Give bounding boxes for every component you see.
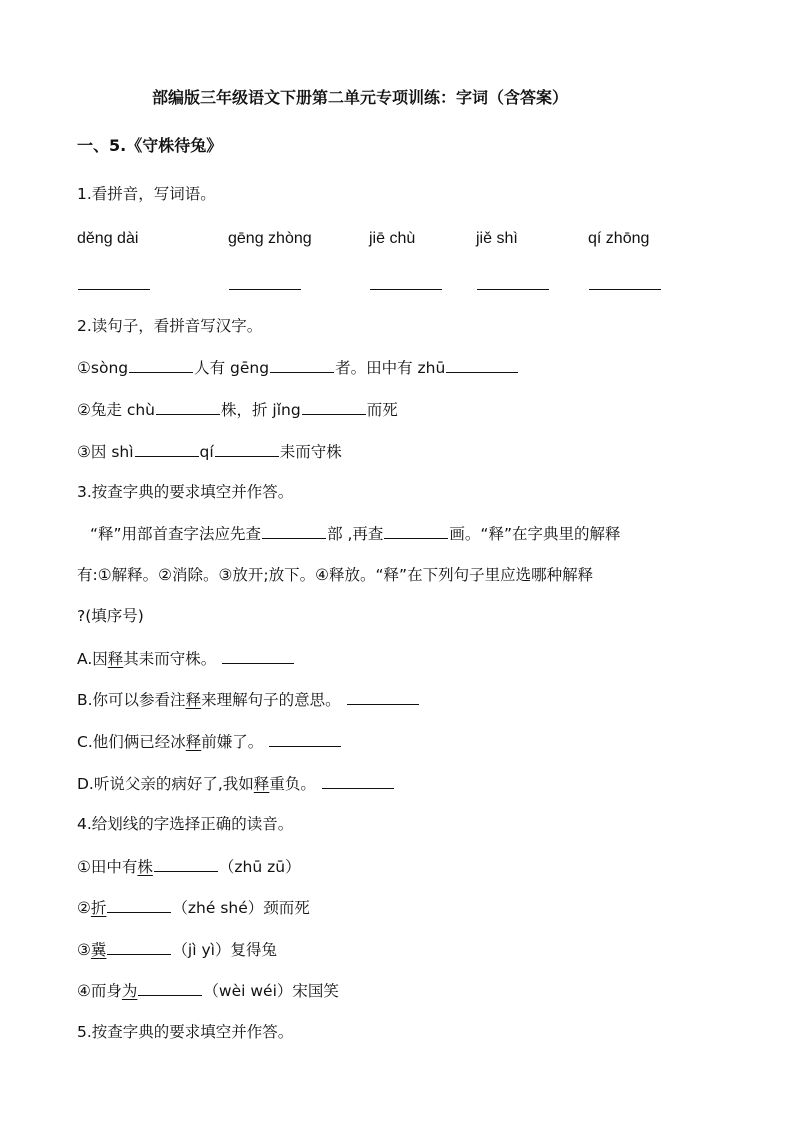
- q3-b-underlined: 释: [185, 691, 202, 709]
- q5-prompt: 5.按查字典的要求填空并作答。: [77, 1023, 294, 1041]
- q4-r2-underlined: 折: [90, 899, 107, 917]
- q3-d-text: D.听说父亲的病好了,我如: [77, 775, 254, 793]
- q2-line3-part-b: qí: [199, 443, 214, 461]
- q3-p1-a: “释”用部首查字法应先查: [90, 525, 262, 543]
- q4-r4-blank[interactable]: [138, 980, 202, 996]
- q2-blank[interactable]: [129, 357, 193, 373]
- q2-line3-part-a: ③因 shì: [77, 443, 134, 461]
- q4-prompt: 4.给划线的字选择正确的读音。: [77, 815, 294, 833]
- q2-line3-part-c: 耒而守株: [279, 443, 342, 461]
- q3-c-text: C.他们俩已经冰: [77, 733, 186, 751]
- q3-b-text: B.你可以参看注: [77, 691, 186, 709]
- q2-blank[interactable]: [215, 441, 279, 457]
- q2-blank[interactable]: [156, 399, 220, 415]
- q3-a-underlined: 释: [107, 650, 124, 668]
- q3-c-underlined: 释: [185, 733, 202, 751]
- q2-line-3: [77, 441, 342, 462]
- q3-p1-c: 画。“释”在字典里的解释: [449, 525, 621, 543]
- q3-d-blank[interactable]: [322, 773, 394, 789]
- q3-b-text-end: 来理解句子的意思。: [201, 691, 341, 709]
- q3-paragraph-3: ?(填序号): [77, 607, 144, 625]
- q1-pinyin-2: gēng zhòng: [228, 230, 312, 247]
- q3-prompt: 3.按查字典的要求填空并作答。: [77, 483, 294, 501]
- q2-line2-part-b: 株，折 jǐng: [221, 401, 301, 419]
- q2-blank[interactable]: [446, 357, 518, 373]
- q3-c-text-end: 前嫌了。: [201, 733, 264, 751]
- q4-row-4: [77, 980, 339, 1001]
- q2-line-2: [77, 399, 398, 420]
- q2-line1-part-c: 者。田中有 zhū: [335, 359, 446, 377]
- q4-r1-options: （zhū zū）: [218, 858, 301, 876]
- q4-r3-underlined: 冀: [90, 941, 107, 959]
- q2-line1-part-a: ①sòng: [77, 359, 129, 377]
- q4-r3-text: ③: [77, 941, 91, 959]
- q2-line1-part-b: 人有 gēng: [194, 359, 270, 377]
- q3-p1-b: 部 ,再查: [327, 525, 384, 543]
- q3-a-text: A.因: [77, 650, 108, 668]
- q2-line2-part-a: ②兔走 chù: [77, 401, 155, 419]
- section-heading: 一、5.《守株待兔》: [77, 136, 223, 155]
- q3-paragraph-1: [90, 523, 620, 544]
- q3-item-b: [77, 689, 420, 710]
- q1-answer-blank-1[interactable]: [77, 274, 151, 295]
- q4-r4-text: ④而身: [77, 982, 122, 1000]
- q3-d-underlined: 释: [253, 775, 270, 793]
- q2-prompt: 2.读句子，看拼音写汉字。: [77, 317, 263, 335]
- q3-c-blank[interactable]: [269, 731, 341, 747]
- q4-r3-blank[interactable]: [107, 939, 171, 955]
- q2-blank[interactable]: [135, 441, 199, 457]
- q3-b-blank[interactable]: [347, 689, 419, 705]
- q3-d-text-end: 重负。: [269, 775, 316, 793]
- q4-row-1: [77, 856, 301, 877]
- q4-r4-options: （wèi wéi）宋国笑: [203, 982, 339, 1000]
- q1-answer-blank-5[interactable]: [588, 274, 662, 295]
- q4-r1-text: ①田中有: [77, 858, 138, 876]
- q3-radical-blank[interactable]: [262, 523, 326, 539]
- q4-r2-options: （zhé shé）颈而死: [172, 899, 310, 917]
- q4-r2-text: ②: [77, 899, 91, 917]
- q3-a-text-end: 其耒而守株。: [123, 650, 217, 668]
- q1-answer-blank-3[interactable]: [369, 274, 443, 295]
- q4-r2-blank[interactable]: [107, 897, 171, 913]
- q1-pinyin-5: qí zhōng: [588, 230, 650, 247]
- q4-r1-blank[interactable]: [154, 856, 218, 872]
- q1-prompt: 1.看拼音，写词语。: [77, 185, 216, 203]
- q4-r4-underlined: 为: [121, 982, 138, 1000]
- q1-pinyin-1: děng dài: [77, 230, 139, 247]
- q3-item-d: [77, 773, 395, 794]
- q1-pinyin-3: jiē chù: [369, 230, 416, 247]
- q4-r1-underlined: 株: [137, 858, 153, 876]
- q3-strokes-blank[interactable]: [384, 523, 448, 539]
- q2-blank[interactable]: [270, 357, 334, 373]
- q4-r3-options: （jì yì）复得兔: [172, 941, 277, 959]
- q3-paragraph-2: 有:①解释。②消除。③放开;放下。④释放。“释”在下列句子里应选哪种解释: [77, 566, 594, 584]
- q2-blank[interactable]: [302, 399, 366, 415]
- q2-line-1: [77, 357, 519, 378]
- q1-pinyin-4: jiě shì: [476, 230, 518, 247]
- q1-answer-blank-4[interactable]: [476, 274, 550, 295]
- page-title: 部编版三年级语文下册第二单元专项训练：字词（含答案）: [152, 88, 569, 107]
- q4-row-3: [77, 939, 277, 960]
- q3-a-blank[interactable]: [222, 648, 294, 664]
- q4-row-2: [77, 897, 310, 918]
- q3-item-a: [77, 648, 295, 669]
- q3-item-c: [77, 731, 342, 752]
- q2-line2-part-c: 而死: [366, 401, 398, 419]
- q1-answer-blank-2[interactable]: [228, 274, 302, 295]
